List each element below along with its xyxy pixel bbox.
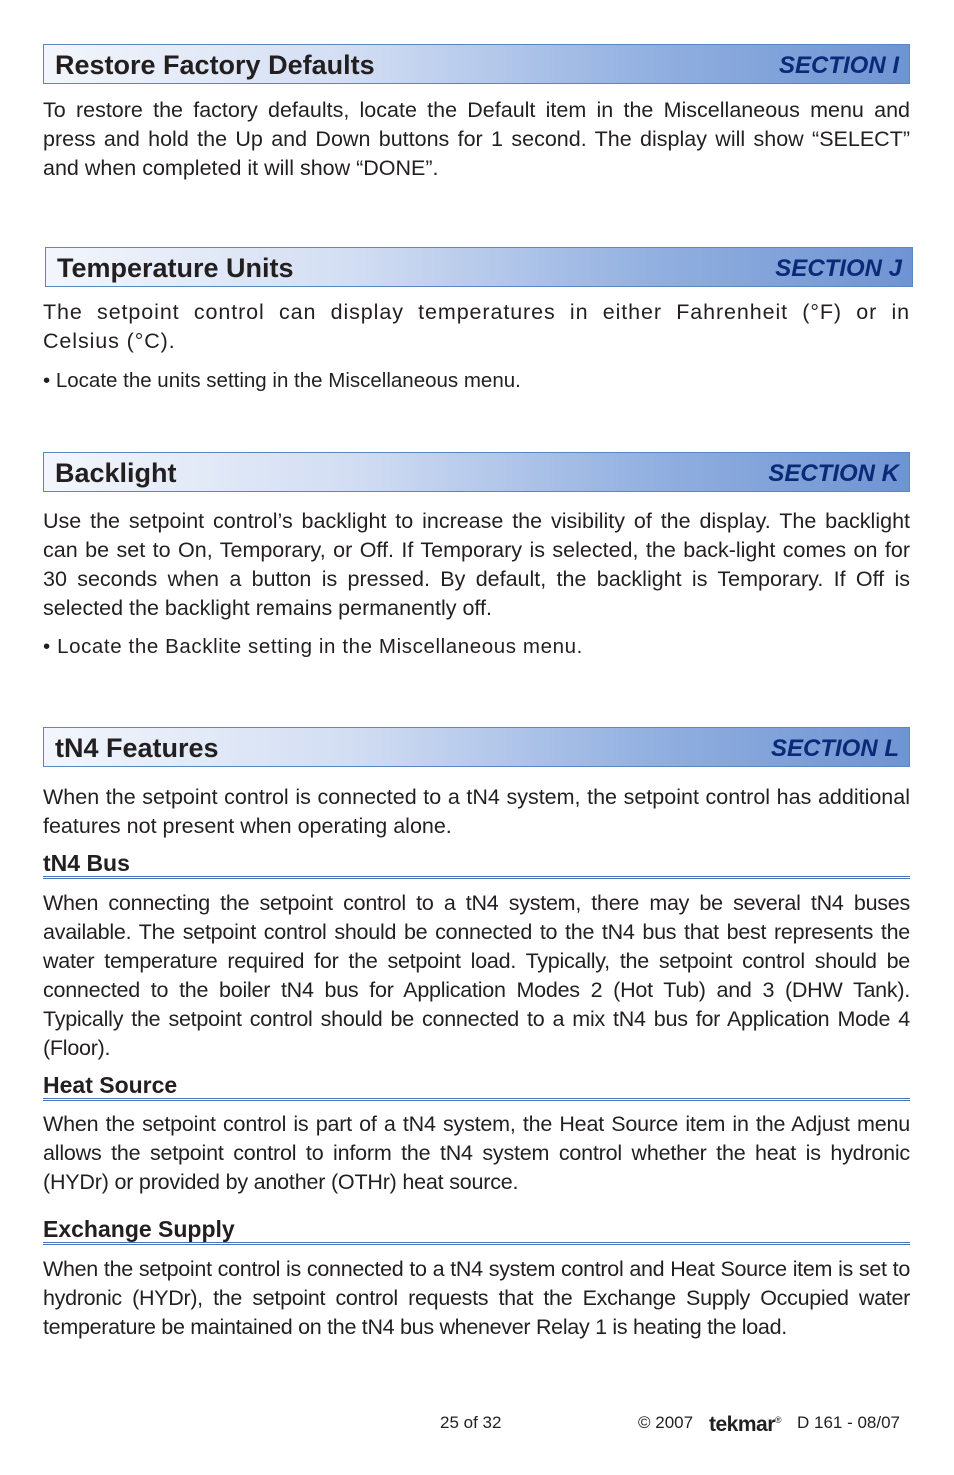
tekmar-logo <box>709 1408 781 1437</box>
subsection-title-heat-source: Heat Source <box>43 1071 910 1101</box>
section-label: SECTION J <box>775 255 902 282</box>
section-label: SECTION K <box>768 460 899 487</box>
section-label: SECTION L <box>770 735 899 762</box>
section-title: Temperature Units <box>57 253 294 283</box>
section-body: When the setpoint control is connected to a tN4 system, the setpoint control has additional features not present when operating alone. <box>43 785 910 838</box>
section-title: Restore Factory Defaults <box>55 50 375 80</box>
section-body: To restore the factory defaults, locate the Default item in the Miscellaneous menu and press and hold the Up and Down buttons for 1 second. The display will show “SELECT” and when completed it will show “DONE”. <box>43 98 910 180</box>
section-header-backlight <box>43 452 910 492</box>
section-title: tN4 Features <box>55 733 219 763</box>
section-body: The setpoint control can display temperatures in either Fahrenheit (°F) or in Celsius (°C). <box>43 300 910 353</box>
registered-mark: ® <box>774 1415 782 1425</box>
subsection-title-tn4-bus: tN4 Bus <box>43 849 910 879</box>
bullet-item: • Locate the units setting in the Miscellaneous menu. <box>43 369 521 392</box>
subsection-title-exchange-supply: Exchange Supply <box>43 1215 910 1245</box>
subsection-body: When the setpoint control is connected to a tN4 system control and Heat Source item is set to hydronic (HYDr), the setpoint control requests that the Exchange Supply Occupied water temperature be maintained on the tN4 bus whenever Relay 1 is heating the load. <box>43 1257 910 1339</box>
brand-name: tekmar <box>709 1413 775 1436</box>
subsection-body: When the setpoint control is part of a tN4 system, the Heat Source item in the Adjust menu allows the setpoint control to inform the tN4 system control whether the heat is hydronic (HYDr) or provided by another (OTHr) heat source. <box>43 1112 910 1194</box>
document-id: D 161 - 08/07 <box>797 1413 901 1432</box>
copyright: © 2007 <box>638 1413 694 1432</box>
section-label: SECTION I <box>778 52 899 79</box>
subsection-body: When connecting the setpoint control to a tN4 system, there may be several tN4 buses available. The setpoint control should be connected to the tN4 bus that best represents the water temperature required for the setpoint load. Typically, the setpoint control should be connected to the boiler tN4 bus for Application Modes 2 (Hot Tub) and 3 (DHW Tank). Typically the setpoint control should be connected to a mix tN4 bus for Application Mode 4 (Floor). <box>43 891 910 1060</box>
section-header-restore <box>43 44 910 84</box>
section-header-temperature-units <box>45 247 913 287</box>
section-body: Use the setpoint control’s backlight to increase the visibility of the display. The backlight can be set to On, Temporary, or Off. If Temporary is selected, the back-light comes on for 30 seconds when a button is pressed. By default, the backlight is Temporary. If Off is selected the backlight remains permanently off. <box>43 509 910 620</box>
section-header-tn4-features <box>43 727 910 767</box>
page-number: 25 of 32 <box>440 1413 502 1432</box>
section-title: Backlight <box>55 458 177 488</box>
bullet-item: • Locate the Backlite setting in the Miscellaneous menu. <box>43 635 583 658</box>
